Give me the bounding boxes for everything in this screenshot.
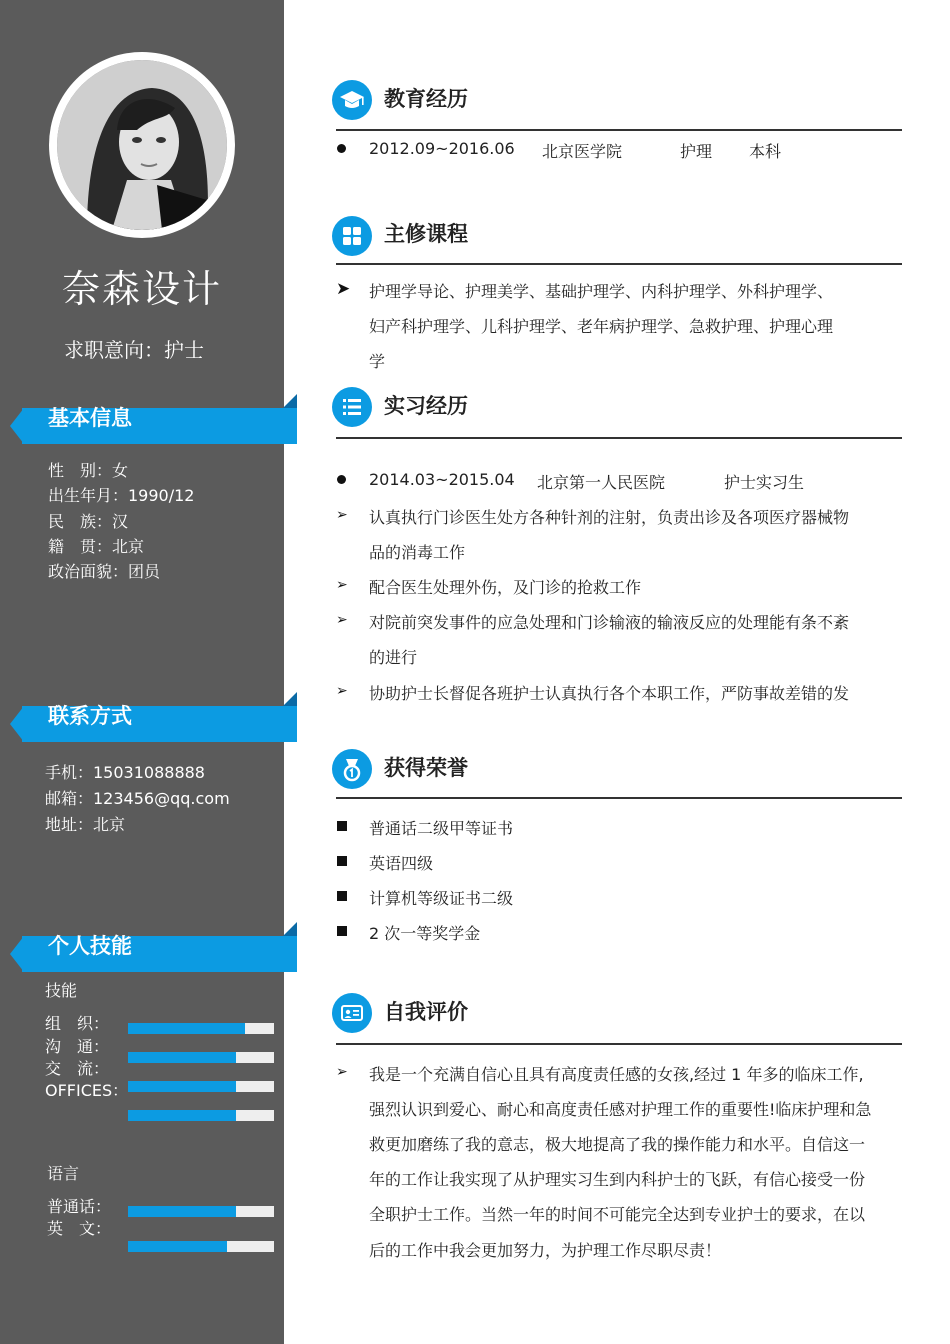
- courses-line: 护理学导论、护理美学、基础护理学、内科护理学、外科护理学、: [369, 282, 834, 301]
- self-eval-line: 年的工作让我实现了从护理实习生到内科护士的飞跃，有信心接受一份: [369, 1170, 866, 1189]
- skills-band: [12, 936, 297, 972]
- skills-subhead: 技能: [45, 981, 78, 1000]
- honors-title: 获得荣誉: [384, 756, 468, 780]
- medal-icon: [332, 749, 372, 789]
- band-point: [10, 408, 24, 444]
- section-divider: [336, 437, 902, 439]
- basic-info-title: 基本信息: [48, 406, 132, 430]
- lang-bar-english: [128, 1241, 274, 1252]
- internship-item: 对院前突发事件的应急处理和门诊输液的输液反应的处理能有条不紊: [369, 613, 850, 632]
- skills-title: 个人技能: [48, 934, 132, 958]
- band-fold: [283, 394, 297, 408]
- internship-item-cont: 品的消毒工作: [369, 543, 466, 562]
- internship-role: 护士实习生: [724, 473, 805, 492]
- contact-address: 地址：北京: [45, 815, 126, 834]
- section-divider: [336, 1043, 902, 1045]
- bullet: [337, 475, 346, 484]
- internship-period: 2014.03~2015.04: [369, 470, 515, 489]
- bullet: [337, 144, 346, 153]
- list-icon: [332, 387, 372, 427]
- sidebar: [0, 0, 284, 1344]
- candidate-name: 奈森设计: [61, 267, 222, 311]
- info-origin: 籍 贯：北京: [48, 537, 145, 556]
- skill-label-office: OFFICES：: [45, 1081, 129, 1100]
- honor-item: 普通话二级甲等证书: [369, 819, 514, 838]
- section-divider: [336, 129, 902, 131]
- skill-bar-fill: [128, 1052, 236, 1063]
- section-divider: [336, 797, 902, 799]
- education-major: 护理: [680, 142, 713, 161]
- contact-band: [12, 706, 297, 742]
- job-intent: 求职意向：护士: [64, 338, 204, 362]
- contact-title: 联系方式: [48, 704, 132, 728]
- education-degree: 本科: [749, 142, 782, 161]
- lang-label-english: 英 文：: [47, 1219, 112, 1238]
- lang-bar-fill: [128, 1241, 227, 1252]
- avatar-ring: [49, 52, 235, 238]
- contact-email: 邮箱：123456@qq.com: [45, 789, 230, 808]
- skill-label-organize: 组 织：: [45, 1014, 110, 1033]
- lang-label-mandarin: 普通话：: [47, 1197, 112, 1216]
- self-eval-line: 救更加磨练了我的意志，极大地提高了我的操作能力和水平。自信这一: [369, 1135, 866, 1154]
- square-bullet: [337, 891, 347, 901]
- lang-bar-fill: [128, 1206, 236, 1217]
- education-period: 2012.09~2016.06: [369, 139, 515, 158]
- square-bullet: [337, 926, 347, 936]
- band-fold: [283, 922, 297, 936]
- internship-org: 北京第一人民医院: [537, 473, 666, 492]
- info-ethnicity: 民 族：汉: [48, 512, 129, 531]
- skill-bar-fill: [128, 1110, 236, 1121]
- internship-title: 实习经历: [384, 394, 468, 418]
- info-gender: 性 别：女: [48, 461, 129, 480]
- language-subhead: 语言: [47, 1164, 80, 1183]
- self-eval-title: 自我评价: [384, 1000, 468, 1024]
- skill-label-communicate: 沟 通：: [45, 1037, 110, 1056]
- self-eval-line: 全职护士工作。当然一年的时间不可能完全达到专业护士的要求，在以: [369, 1205, 866, 1224]
- skill-bar-fill: [128, 1081, 236, 1092]
- skill-bar-organize: [128, 1023, 274, 1034]
- arrow-bullet: ➢: [336, 577, 348, 593]
- skill-bar-communicate: [128, 1052, 274, 1063]
- graduation-cap-icon: [332, 80, 372, 120]
- skill-bar-exchange: [128, 1081, 274, 1092]
- courses-line: 妇产科护理学、儿科护理学、老年病护理学、急救护理、护理心理: [369, 317, 834, 336]
- contact-phone: 手机：15031088888: [45, 763, 205, 782]
- self-eval-line: 我是一个充满自信心且具有高度责任感的女孩,经过 1 年多的临床工作,: [369, 1065, 864, 1084]
- honor-item: 计算机等级证书二级: [369, 889, 514, 908]
- arrow-bullet: ➢: [336, 612, 348, 628]
- education-title: 教育经历: [384, 87, 468, 111]
- honor-item: 2 次一等奖学金: [369, 924, 481, 943]
- band-point: [10, 936, 24, 972]
- band-fold: [283, 692, 297, 706]
- arrow-bullet: ➢: [336, 1064, 348, 1080]
- skill-bar-office: [128, 1110, 274, 1121]
- info-political: 政治面貌：团员: [48, 562, 161, 581]
- arrow-bullet: ➤: [336, 279, 351, 299]
- basic-info-band: [12, 408, 297, 444]
- skill-bar-fill: [128, 1023, 245, 1034]
- arrow-bullet: ➢: [336, 507, 348, 523]
- honor-item: 英语四级: [369, 854, 434, 873]
- info-birth: 出生年月：1990/12: [48, 486, 195, 505]
- education-school: 北京医学院: [542, 142, 623, 161]
- self-eval-line: 强烈认识到爱心、耐心和高度责任感对护理工作的重要性!临床护理和急: [369, 1100, 872, 1119]
- portrait-image: [57, 60, 227, 230]
- section-divider: [336, 263, 902, 265]
- courses-line: 学: [369, 352, 386, 371]
- band-point: [10, 706, 24, 742]
- self-eval-line: 后的工作中我会更加努力，为护理工作尽职尽责！: [369, 1241, 722, 1260]
- skill-label-exchange: 交 流：: [45, 1059, 110, 1078]
- internship-item: 配合医生处理外伤，及门诊的抢救工作: [369, 578, 642, 597]
- courses-title: 主修课程: [384, 222, 468, 246]
- internship-item: 认真执行门诊医生处方各种针剂的注射，负责出诊及各项医疗器械物: [369, 508, 850, 527]
- grid-icon: [332, 216, 372, 256]
- avatar: [57, 60, 227, 230]
- arrow-bullet: ➢: [336, 683, 348, 699]
- internship-item: 协助护士长督促各班护士认真执行各个本职工作，严防事故差错的发: [369, 684, 850, 703]
- internship-item-cont: 的进行: [369, 648, 418, 667]
- square-bullet: [337, 856, 347, 866]
- square-bullet: [337, 821, 347, 831]
- id-card-icon: [332, 993, 372, 1033]
- lang-bar-mandarin: [128, 1206, 274, 1217]
